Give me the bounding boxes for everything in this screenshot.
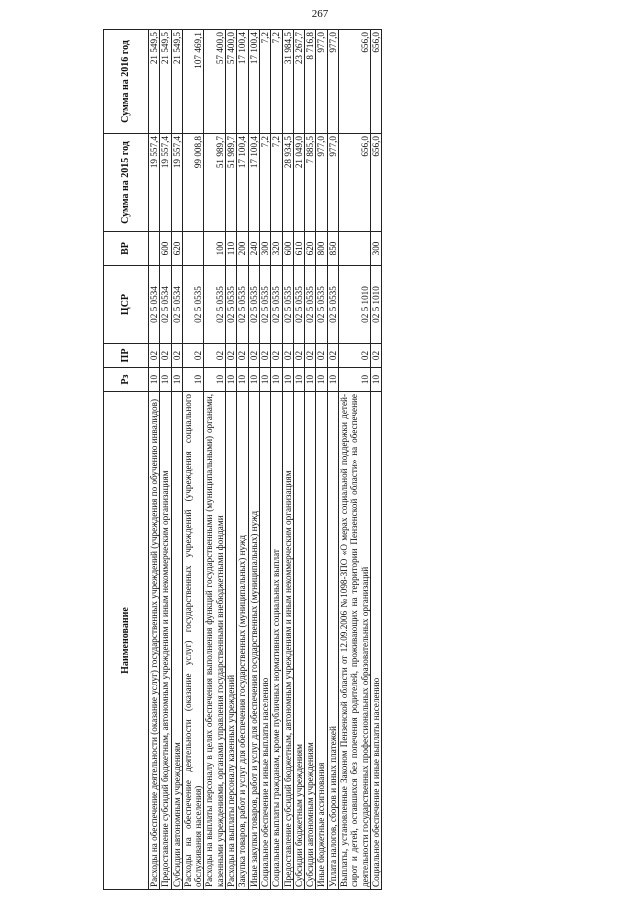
- cell-y2016: 31 984,5: [282, 30, 293, 134]
- cell-csr: 02 5 0534: [171, 266, 182, 344]
- cell-csr: 02 5 1010: [339, 266, 371, 344]
- header-vr: ВР: [104, 232, 149, 266]
- cell-vr: 850: [327, 232, 338, 266]
- cell-name: Расходы на выплаты персоналу казенных учреждений: [226, 392, 237, 890]
- cell-y2015: 656,0: [339, 134, 371, 232]
- cell-rz: 10: [248, 368, 259, 392]
- cell-y2015: 21 049,0: [293, 134, 304, 232]
- cell-y2016: 57 400,0: [204, 30, 226, 134]
- cell-csr: 02 5 0535: [293, 266, 304, 344]
- table-row: [282, 30, 293, 890]
- cell-rz: 10: [204, 368, 226, 392]
- table-row: [182, 30, 204, 890]
- cell-y2015: 28 934,5: [282, 134, 293, 232]
- cell-vr: 800: [316, 232, 327, 266]
- header-2016: Сумма на 2016 год: [104, 30, 149, 134]
- cell-csr: 02 5 0535: [271, 266, 282, 344]
- page-number: 267: [311, 8, 329, 20]
- cell-rz: 10: [237, 368, 248, 392]
- cell-name: Социальное обеспечение и иные выплаты населению: [259, 392, 270, 890]
- cell-csr: 02 5 0534: [149, 266, 160, 344]
- cell-rz: 10: [339, 368, 371, 392]
- cell-vr: 200: [237, 232, 248, 266]
- cell-vr: 110: [226, 232, 237, 266]
- header-pr: ПР: [104, 344, 149, 368]
- cell-y2016: 656,0: [339, 30, 371, 134]
- cell-name: Социальные выплаты гражданам, кроме публичных нормативных социальных выплат: [271, 392, 282, 890]
- cell-y2016: 21 549,5: [171, 30, 182, 134]
- cell-vr: 600: [282, 232, 293, 266]
- cell-csr: 02 5 0535: [327, 266, 338, 344]
- cell-pr: 02: [339, 344, 371, 368]
- cell-pr: 02: [204, 344, 226, 368]
- cell-y2015: 17 100,4: [237, 134, 248, 232]
- cell-name: Субсидии бюджетным учреждениям: [293, 392, 304, 890]
- cell-y2015: 7 885,5: [305, 134, 316, 232]
- cell-vr: 620: [305, 232, 316, 266]
- cell-vr: [182, 232, 204, 266]
- cell-rz: 10: [226, 368, 237, 392]
- cell-y2016: 17 100,4: [248, 30, 259, 134]
- cell-rz: 10: [259, 368, 270, 392]
- cell-vr: 600: [160, 232, 171, 266]
- cell-y2015: 19 557,4: [149, 134, 160, 232]
- cell-rz: 10: [293, 368, 304, 392]
- cell-rz: 10: [171, 368, 182, 392]
- cell-y2015: 19 557,4: [160, 134, 171, 232]
- cell-y2016: 107 469,1: [182, 30, 204, 134]
- table-row: [160, 30, 171, 890]
- budget-table: [103, 29, 382, 890]
- cell-name: Субсидии автономным учреждениям: [305, 392, 316, 890]
- table-body: [149, 30, 382, 890]
- cell-rz: 10: [370, 368, 381, 392]
- cell-name: Иные закупки товаров, работ и услуг для обеспечения государственных (муниципальных) нужд: [248, 392, 259, 890]
- cell-y2016: 7,2: [259, 30, 270, 134]
- header-csr: ЦСР: [104, 266, 149, 344]
- cell-y2016: 8 716,8: [305, 30, 316, 134]
- cell-csr: 02 5 0535: [282, 266, 293, 344]
- table-row: [259, 30, 270, 890]
- cell-csr: 02 5 0535: [316, 266, 327, 344]
- cell-vr: 300: [370, 232, 381, 266]
- cell-pr: 02: [282, 344, 293, 368]
- table-row: [271, 30, 282, 890]
- cell-csr: 02 5 1010: [370, 266, 381, 344]
- cell-pr: 02: [370, 344, 381, 368]
- cell-y2016: 21 549,5: [149, 30, 160, 134]
- cell-vr: 100: [204, 232, 226, 266]
- cell-y2015: 99 008,8: [182, 134, 204, 232]
- cell-vr: 300: [259, 232, 270, 266]
- cell-vr: 620: [171, 232, 182, 266]
- cell-csr: 02 5 0535: [204, 266, 226, 344]
- cell-pr: 02: [171, 344, 182, 368]
- cell-y2015: 51 989,7: [204, 134, 226, 232]
- cell-csr: 02 5 0535: [305, 266, 316, 344]
- cell-name: Социальное обеспечение и иные выплаты населению: [370, 392, 381, 890]
- cell-y2016: 21 549,5: [160, 30, 171, 134]
- cell-name: Предоставление субсидий бюджетным, автономным учреждениям и иным некоммерческим организациям: [160, 392, 171, 890]
- cell-name: Расходы на обеспечение деятельности (оказание услуг) государственных учреждений (учреждения социального обслуживания населения): [182, 392, 204, 890]
- cell-pr: 02: [237, 344, 248, 368]
- table-row: [226, 30, 237, 890]
- cell-y2016: 977,0: [327, 30, 338, 134]
- cell-y2015: 19 557,4: [171, 134, 182, 232]
- cell-rz: 10: [327, 368, 338, 392]
- cell-y2015: 656,0: [370, 134, 381, 232]
- table-row: [305, 30, 316, 890]
- table-row: [204, 30, 226, 890]
- cell-y2016: 57 400,0: [226, 30, 237, 134]
- cell-name: Предоставление субсидий бюджетным, автономным учреждениям и иным некоммерческим организациям: [282, 392, 293, 890]
- cell-y2015: 7,2: [259, 134, 270, 232]
- table-row: [370, 30, 381, 890]
- cell-pr: 02: [149, 344, 160, 368]
- cell-name: Расходы на выплаты персоналу в целях обеспечения выполнения функций государственными (муниципальными) органами, казенными учреждениями, органами управления государственными внебюджетными фондами: [204, 392, 226, 890]
- cell-vr: [339, 232, 371, 266]
- cell-name: Уплата налогов, сборов и иных платежей: [327, 392, 338, 890]
- cell-vr: 610: [293, 232, 304, 266]
- cell-pr: 02: [293, 344, 304, 368]
- cell-csr: 02 5 0535: [259, 266, 270, 344]
- cell-pr: 02: [160, 344, 171, 368]
- cell-pr: 02: [248, 344, 259, 368]
- header-rz: Рз: [104, 368, 149, 392]
- cell-pr: 02: [316, 344, 327, 368]
- cell-vr: 240: [248, 232, 259, 266]
- table-row: [293, 30, 304, 890]
- cell-y2016: 7,2: [271, 30, 282, 134]
- cell-rz: 10: [282, 368, 293, 392]
- cell-csr: 02 5 0535: [226, 266, 237, 344]
- cell-y2015: 7,2: [271, 134, 282, 232]
- cell-y2016: 17 100,4: [237, 30, 248, 134]
- table-row: [171, 30, 182, 890]
- cell-y2015: 977,0: [316, 134, 327, 232]
- cell-name: Закупка товаров, работ и услуг для обеспечения государственных (муниципальных) нужд: [237, 392, 248, 890]
- cell-rz: 10: [305, 368, 316, 392]
- table-row: [248, 30, 259, 890]
- table-row: [149, 30, 160, 890]
- table-row: [327, 30, 338, 890]
- cell-rz: 10: [182, 368, 204, 392]
- cell-csr: 02 5 0535: [182, 266, 204, 344]
- cell-pr: 02: [226, 344, 237, 368]
- cell-y2016: 977,0: [316, 30, 327, 134]
- cell-pr: 02: [271, 344, 282, 368]
- cell-pr: 02: [182, 344, 204, 368]
- cell-rz: 10: [160, 368, 171, 392]
- cell-vr: [149, 232, 160, 266]
- table-header-row: [104, 30, 149, 890]
- cell-csr: 02 5 0534: [160, 266, 171, 344]
- cell-rz: 10: [271, 368, 282, 392]
- table-row: [316, 30, 327, 890]
- cell-pr: 02: [305, 344, 316, 368]
- cell-y2016: 23 267,7: [293, 30, 304, 134]
- cell-name: Выплаты, установленные Законом Пензенской области от 12.09.2006 №1098-ЗПО «О мерах социальной поддержки детей-сирот и детей, оставшихся без попечения родителей, проживающих на территории Пензенской области» на обеспечение деятельности государственных профессиональных образовательных организаций: [339, 392, 371, 890]
- cell-y2015: 977,0: [327, 134, 338, 232]
- cell-vr: 320: [271, 232, 282, 266]
- cell-rz: 10: [149, 368, 160, 392]
- table-row: [339, 30, 371, 890]
- cell-pr: 02: [259, 344, 270, 368]
- cell-y2015: 17 100,4: [248, 134, 259, 232]
- cell-rz: 10: [316, 368, 327, 392]
- cell-pr: 02: [327, 344, 338, 368]
- cell-name: Иные бюджетные ассигнования: [316, 392, 327, 890]
- cell-csr: 02 5 0535: [248, 266, 259, 344]
- cell-name: Расходы на обеспечение деятельности (оказание услуг) государственных учреждений (учреждения по обучению инвалидов): [149, 392, 160, 890]
- table-row: [237, 30, 248, 890]
- cell-y2015: 51 989,7: [226, 134, 237, 232]
- cell-name: Субсидии автономным учреждениям: [171, 392, 182, 890]
- header-2015: Сумма на 2015 год: [104, 134, 149, 232]
- cell-csr: 02 5 0535: [237, 266, 248, 344]
- cell-y2016: 656,0: [370, 30, 381, 134]
- header-name: Наименование: [104, 392, 149, 890]
- rotated-table-container: [103, 30, 563, 890]
